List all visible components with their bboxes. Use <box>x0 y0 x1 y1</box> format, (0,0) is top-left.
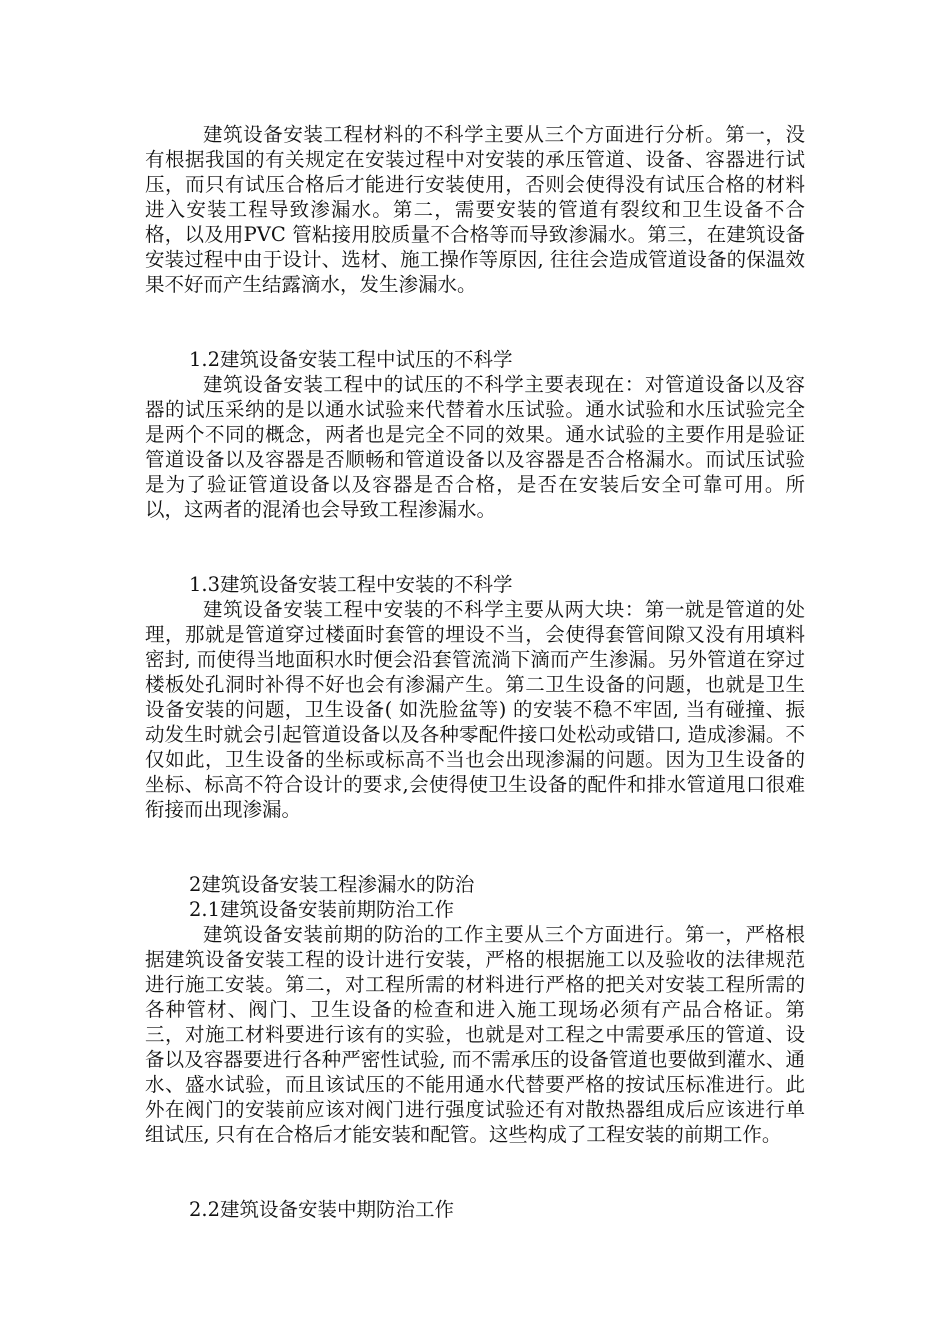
paragraph-pressure-test: 建筑设备安装工程中的试压的不科学主要表现在：对管道设备以及容器的试压采纳的是以通水试验来代替着水压试验。通水试验和水压试验完全是两个不同的概念，两者也是完全不同的效果。通水试验的主要作用是验证管道设备以及容器是否顺畅和管道设备以及容器是否合格漏水。而试压试验是为了验证管道设备以及容器是否合格，是否在安装后安全可靠可用。所以，这两者的混淆也会导致工程渗漏水。 <box>145 373 805 521</box>
section-heading-1-3: 1.3建筑设备安装工程中安装的不科学 <box>189 573 513 596</box>
section-heading-2-2: 2.2建筑设备安装中期防治工作 <box>189 1198 455 1221</box>
section-heading-2-1: 2.1建筑设备安装前期防治工作 <box>189 898 455 921</box>
paragraph-material-analysis: 建筑设备安装工程材料的不科学主要从三个方面进行分析。第一，没有根据我国的有关规定在安装过程中对安装的承压管道、设备、容器进行试压，而只有试压合格后才能进行安装使用，否则会使得没有试压合格的材料进入安装工程导致渗漏水。第二，需要安装的管道有裂纹和卫生设备不合格，以及用PVC 管粘接用胶质量不合格等而导致渗漏水。第三，在建筑设备安装过程中由于设计、选材、施工操作等原因, 往往会造成管道设备的保温效果不好而产生结露滴水，发生渗漏水。 <box>145 123 805 296</box>
section-heading-2: 2建筑设备安装工程渗漏水的防治 <box>189 873 475 896</box>
paragraph-early-prevention: 建筑设备安装前期的防治的工作主要从三个方面进行。第一，严格根据建筑设备安装工程的设计进行安装，严格的根据施工以及验收的法律规范进行施工安装。第二，对工程所需的材料进行严格的把关对安装工程所需的各种管材、阀门、卫生设备的检查和进入施工现场必须有产品合格证。第三，对施工材料要进行该有的实验，也就是对工程之中需要承压的管道、设备以及容器要进行各种严密性试验, 而不需承压的设备管道也要做到灌水、通水、盛水试验，而且该试压的不能用通水代替要严格的按试压标准进行。此外在阀门的安装前应该对阀门进行强度试验还有对散热器组成后应该进行单组试压, 只有在合格后才能安装和配管。这些构成了工程安装的前期工作。 <box>145 923 805 1146</box>
paragraph-installation: 建筑设备安装工程中安装的不科学主要从两大块：第一就是管道的处理，那就是管道穿过楼面时套管的埋设不当，会使得套管间隙又没有用填料密封, 而使得当地面积水时便会沿套管流淌下滴而产生渗漏。另外管道在穿过楼板处孔洞时补得不好也会有渗漏产生。第二卫生设备的问题，也就是卫生设备安装的问题，卫生设备( 如洗脸盆等) 的安装不稳不牢固, 当有碰撞、振动发生时就会引起管道设备以及各种零配件接口处松动或错口, 造成渗漏。不仅如此，卫生设备的坐标或标高不当也会出现渗漏的问题。因为卫生设备的坐标、标高不符合设计的要求,会使得使卫生设备的配件和排水管道甩口很难衔接而出现渗漏。 <box>145 598 805 821</box>
section-heading-1-2: 1.2建筑设备安装工程中试压的不科学 <box>189 348 513 371</box>
